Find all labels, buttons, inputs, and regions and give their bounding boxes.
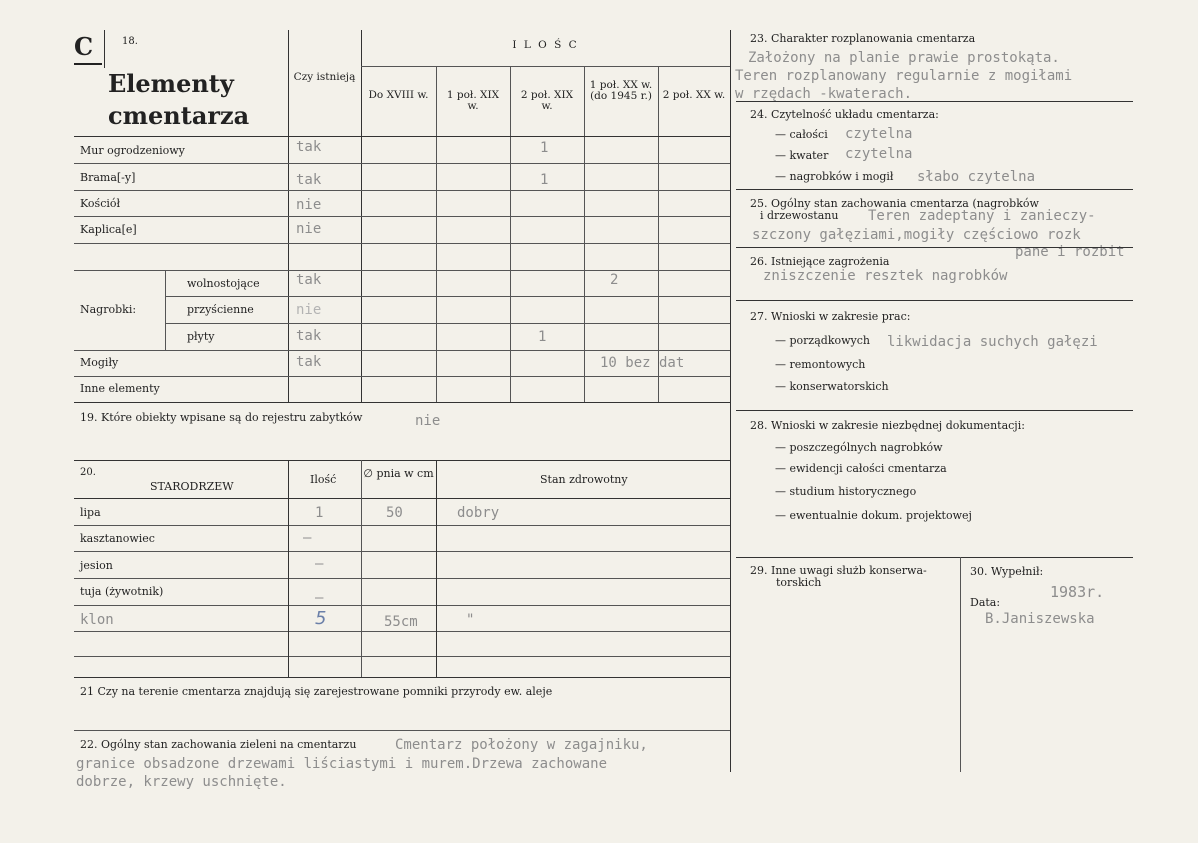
grid-line: [584, 66, 585, 402]
grid-line: [436, 460, 437, 677]
q30-date-label: Data:: [970, 596, 1001, 609]
tree-name: lipa: [80, 506, 101, 519]
q30-label: 30. Wypełnił:: [970, 565, 1044, 578]
grid-line: [736, 247, 1133, 248]
divider: [104, 30, 105, 68]
q27-a: — porządkowych: [775, 334, 870, 347]
q24-a: — całości: [775, 128, 828, 141]
grid-line: [74, 631, 730, 632]
q24-c: — nagrobków i mogił: [775, 170, 894, 183]
q25-value3: pane i rozbit: [1015, 244, 1125, 260]
grid-line: [74, 402, 730, 403]
row-label-przysc: przyścienne: [187, 303, 254, 316]
grid-line: [736, 101, 1133, 102]
value-brama-czy: tak: [296, 172, 322, 188]
tree-qty: 5: [315, 608, 327, 629]
q23-line1: Założony na planie prawie prostokąta.: [748, 50, 1060, 66]
value-brama-3: 1: [540, 172, 549, 188]
q22-line1: Cmentarz położony w zagajniku,: [395, 737, 648, 753]
q22-label: 22. Ogólny stan zachowania zieleni na cmentarzu: [80, 738, 357, 751]
grid-line: [74, 216, 730, 217]
q29-label2: torskich: [776, 576, 822, 589]
value-kaplica-czy: nie: [296, 221, 322, 237]
grid-line: [436, 66, 437, 402]
q28-b: — ewidencji całości cmentarza: [775, 462, 947, 475]
value-wolno-czy: tak: [296, 272, 322, 288]
q30-name: B.Janiszewska: [985, 611, 1095, 627]
q23-line3: w rzędach -kwaterach.: [735, 86, 913, 102]
q28-a: — poszczególnych nagrobków: [775, 441, 943, 454]
grid-line: [74, 163, 730, 164]
col-header-czy: Czy istnieją: [293, 71, 356, 83]
row-label-inne: Inne elementy: [80, 382, 160, 395]
value-przysc-czy: nie: [296, 302, 322, 318]
tree-qty: 1: [315, 505, 324, 521]
value-mur-czy: tak: [296, 139, 322, 155]
q26-label: 26. Istniejące zagrożenia: [750, 255, 890, 268]
grid-line: [74, 270, 730, 271]
tree-name: jesion: [80, 559, 113, 572]
col-header-3: 2 poł. XIX w.: [520, 89, 574, 112]
value-kosciol-czy: nie: [296, 197, 322, 213]
q28-label: 28. Wnioski w zakresie niezbędnej dokumentacji:: [750, 419, 1025, 432]
q22-line2: granice obsadzone drzewami liściastymi i murem.Drzewa zachowane: [76, 756, 608, 772]
q26-value: zniszczenie resztek nagrobków: [763, 268, 1008, 284]
grid-line: [361, 66, 730, 67]
grid-line: [288, 460, 289, 677]
q27-a-value: likwidacja suchych gałęzi: [887, 334, 1098, 350]
tree-qty: —: [315, 556, 324, 572]
grid-line: [74, 525, 730, 526]
grid-line: [165, 270, 166, 350]
q20-col-diam: ∅ pnia w cm: [363, 467, 434, 480]
q24-b-value: czytelna: [845, 146, 913, 162]
q29-label1: 29. Inne uwagi służb konserwa-: [750, 564, 927, 577]
value-mogily-4: 10 bez dat: [600, 355, 685, 371]
tree-name: kasztanowiec: [80, 532, 155, 545]
grid-line: [74, 136, 730, 137]
q25-label2: i drzewostanu: [760, 209, 839, 222]
q23-label: 23. Charakter rozplanowania cmentarza: [750, 32, 976, 45]
value-wolno-4: 2: [610, 272, 619, 288]
q24-label: 24. Czytelność układu cmentarza:: [750, 108, 939, 121]
grid-line: [736, 557, 1133, 558]
q25-label1: 25. Ogólny stan zachowania cmentarza (nagrobków: [750, 197, 1039, 210]
q30-date: 1983r.: [1050, 583, 1105, 601]
q20-col-state: Stan zdrowotny: [540, 473, 628, 486]
tree-qty: —: [303, 530, 312, 546]
value-mur-3: 1: [540, 140, 549, 156]
center-divider: [730, 30, 731, 772]
tree-name: tuja (żywotnik): [80, 585, 164, 598]
grid-line: [165, 296, 730, 297]
grid-line: [74, 460, 730, 461]
q25-value1: Teren zadeptany i zanieczy-: [868, 208, 1096, 224]
section-title-2: cmentarza: [108, 101, 250, 130]
grid-line: [736, 189, 1133, 190]
row-label-plyty: płyty: [187, 330, 215, 343]
grid-line: [74, 656, 730, 657]
value-plyty-czy: tak: [296, 328, 322, 344]
q20-number: 20.: [80, 467, 96, 478]
grid-line: [736, 410, 1133, 411]
row-label-mogily: Mogiły: [80, 356, 119, 369]
tree-name: klon: [80, 612, 114, 628]
q25-value2: szczony gałęziami,mogiły częściowo rozk: [752, 227, 1081, 243]
section-letter: C: [74, 33, 102, 65]
section-title-1: Elementy: [108, 69, 234, 98]
row-label-nagrobki: Nagrobki:: [80, 303, 137, 316]
q20-col-ilosc: Ilość: [310, 473, 337, 486]
grid-line: [74, 578, 730, 579]
q19-value: nie: [415, 413, 441, 429]
q24-a-value: czytelna: [845, 126, 913, 142]
tree-diam: 50: [386, 505, 403, 521]
row-label-wolno: wolnostojące: [187, 277, 260, 290]
value-plyty-3: 1: [538, 329, 547, 345]
q21-label: 21 Czy na terenie cmentarza znajdują się zarejestrowane pomniki przyrody ew. aleje: [80, 685, 553, 698]
col-header-4: 1 poł. XX w. (do 1945 r.): [589, 79, 653, 102]
q24-b: — kwater: [775, 149, 829, 162]
col-header-ilosc: I L O Ś C: [512, 39, 579, 51]
grid-line: [74, 677, 730, 678]
q24-c-value: słabo czytelna: [917, 169, 1036, 185]
grid-line: [960, 557, 961, 772]
q28-d: — ewentualnie dokum. projektowej: [775, 509, 972, 522]
row-label-kosciol: Kościół: [80, 197, 121, 210]
q23-line2: Teren rozplanowany regularnie z mogiłami: [735, 68, 1073, 84]
row-label-kaplica: Kaplica[e]: [80, 223, 137, 236]
row-label-brama: Brama[-y]: [80, 171, 136, 184]
grid-line: [658, 66, 659, 402]
grid-line: [74, 376, 730, 377]
q27-label: 27. Wnioski w zakresie prac:: [750, 310, 911, 323]
q22-line3: dobrze, krzewy uschnięte.: [76, 774, 287, 790]
grid-line: [74, 350, 730, 351]
q28-c: — studium historycznego: [775, 485, 917, 498]
row-label-mur: Mur ogrodzeniowy: [80, 144, 185, 157]
grid-line: [74, 730, 730, 731]
grid-line: [165, 323, 730, 324]
tree-state: ": [466, 612, 475, 628]
grid-line: [736, 300, 1133, 301]
grid-line: [361, 460, 362, 677]
grid-line: [74, 605, 730, 606]
col-header-2: 1 poł. XIX w.: [446, 89, 500, 112]
q20-col-starodrzew: STARODRZEW: [150, 480, 234, 493]
value-mogily-czy: tak: [296, 354, 322, 370]
tree-state: dobry: [457, 505, 500, 521]
grid-line: [74, 551, 730, 552]
section-number: 18.: [122, 36, 138, 47]
q19-label: 19. Które obiekty wpisane są do rejestru zabytków: [80, 411, 363, 424]
col-header-1: Do XVIII w.: [368, 89, 429, 101]
grid-line: [74, 498, 730, 499]
q27-b: — remontowych: [775, 358, 866, 371]
grid-line: [74, 243, 730, 244]
grid-line: [510, 66, 511, 402]
q27-c: — konserwatorskich: [775, 380, 889, 393]
tree-qty: —: [315, 590, 324, 606]
grid-line: [74, 190, 730, 191]
col-header-5: 2 poł. XX w.: [662, 89, 726, 101]
tree-diam: 55cm: [384, 614, 418, 630]
